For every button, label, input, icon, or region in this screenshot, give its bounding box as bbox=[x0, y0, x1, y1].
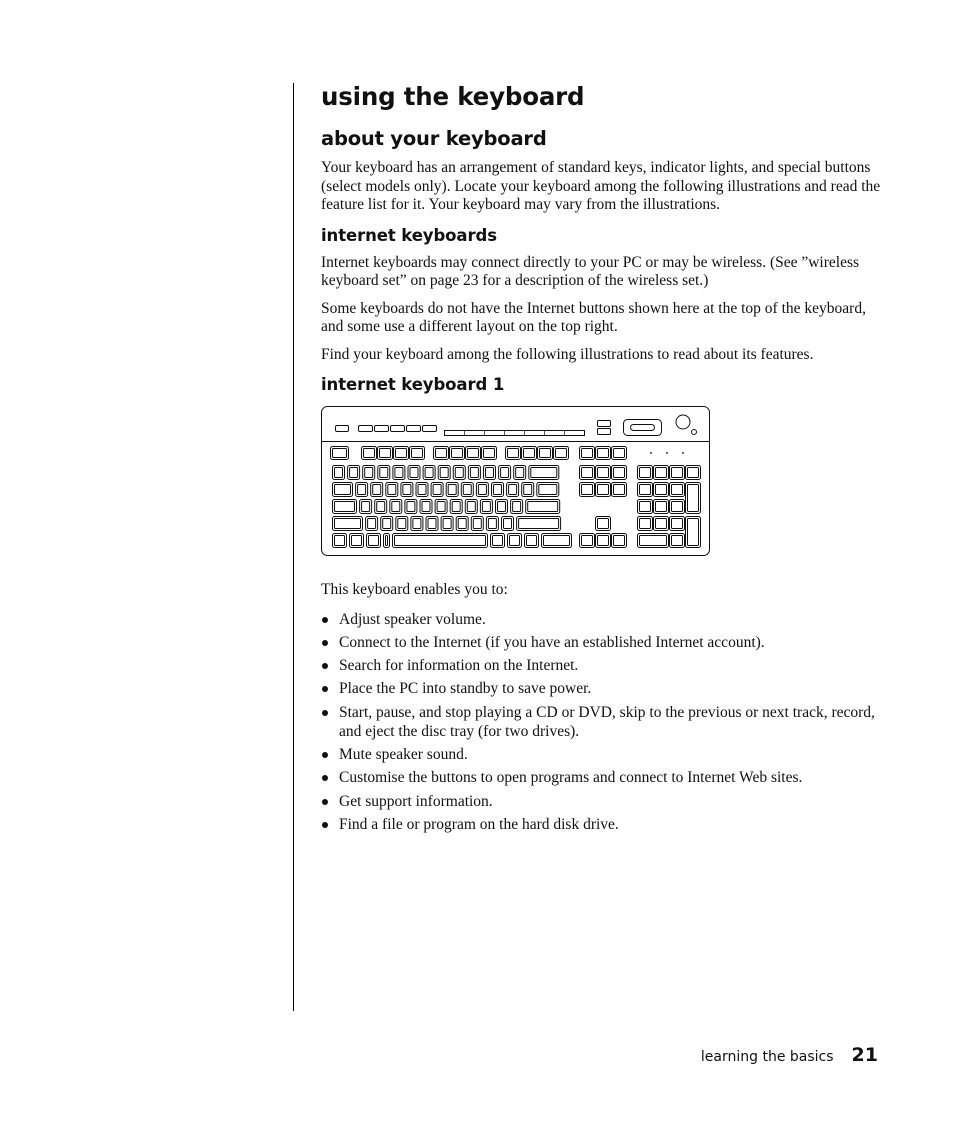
key-cap bbox=[335, 519, 361, 529]
key-cap bbox=[333, 449, 347, 458]
key-cap bbox=[410, 468, 418, 478]
about-keyboard-paragraph: Your keyboard has an arrangement of standard keys, indicator lights, and special buttons (select models only). Locate your keyboard among the following illustrations and read the feature list for it. Your keyboard may vary from the illustrations. bbox=[321, 159, 881, 213]
key-cap bbox=[436, 449, 447, 458]
key-cap bbox=[484, 449, 495, 458]
key-cap bbox=[527, 536, 537, 546]
volume-down-button bbox=[598, 429, 611, 435]
bullet-icon bbox=[322, 686, 328, 692]
key-cap bbox=[396, 449, 407, 458]
internet-button bbox=[407, 426, 421, 432]
volume-knob-icon bbox=[676, 415, 690, 429]
internet-button bbox=[375, 426, 389, 432]
page-footer bbox=[701, 1044, 878, 1066]
key-cap bbox=[672, 502, 683, 512]
key-cap bbox=[386, 536, 388, 546]
key-cap bbox=[493, 536, 503, 546]
key-cap bbox=[473, 519, 481, 529]
margin-rule bbox=[293, 83, 294, 1011]
key-cap bbox=[614, 485, 625, 495]
key-cap bbox=[458, 519, 466, 529]
key-cap bbox=[598, 519, 609, 529]
list-item bbox=[321, 610, 881, 629]
key-cap bbox=[688, 485, 699, 512]
bullet-icon bbox=[322, 752, 328, 758]
key-cap bbox=[640, 502, 651, 512]
key-cap bbox=[524, 449, 535, 458]
footer-section-label: learning the basics bbox=[700, 1049, 834, 1065]
key-cap bbox=[640, 485, 651, 495]
key-cap bbox=[582, 468, 593, 478]
bullet-icon bbox=[322, 617, 328, 623]
internet-button bbox=[359, 426, 373, 432]
key-cap bbox=[380, 468, 388, 478]
key-cap bbox=[478, 485, 486, 495]
list-item bbox=[321, 679, 881, 698]
key-cap bbox=[470, 468, 478, 478]
key-cap bbox=[422, 502, 430, 512]
key-cap bbox=[403, 485, 411, 495]
key-cap bbox=[407, 502, 415, 512]
list-item bbox=[321, 745, 881, 764]
internet-keyboards-heading: internet keyboards bbox=[321, 225, 497, 245]
list-item-text: Find a file or program on the hard disk drive. bbox=[339, 815, 619, 833]
bullet-icon bbox=[322, 710, 328, 716]
key-cap bbox=[395, 468, 403, 478]
volume-up-button bbox=[598, 421, 611, 427]
key-cap bbox=[598, 485, 609, 495]
internet-button bbox=[336, 426, 349, 432]
key-cap bbox=[388, 485, 396, 495]
list-item-text: Get support information. bbox=[339, 792, 493, 810]
list-item-text: Place the PC into standby to save power. bbox=[339, 680, 592, 698]
key-cap bbox=[656, 468, 667, 478]
key-cap bbox=[598, 449, 609, 458]
key-cap bbox=[437, 502, 445, 512]
key-cap bbox=[452, 449, 463, 458]
key-cap bbox=[688, 468, 699, 478]
keyboard-illustration bbox=[321, 406, 711, 558]
key-cap bbox=[486, 468, 494, 478]
key-cap bbox=[335, 536, 345, 546]
key-cap bbox=[516, 468, 524, 478]
bullet-icon bbox=[322, 640, 328, 646]
key-cap bbox=[463, 485, 471, 495]
key-cap bbox=[640, 468, 651, 478]
key-cap bbox=[398, 519, 406, 529]
list-item-text: Search for information on the Internet. bbox=[339, 657, 579, 675]
list-item-text: Adjust speaker volume. bbox=[339, 610, 486, 628]
list-item bbox=[321, 768, 881, 787]
key-cap bbox=[598, 468, 609, 478]
key-cap bbox=[510, 536, 520, 546]
feature-list bbox=[321, 610, 881, 834]
page-content bbox=[321, 80, 881, 838]
key-cap bbox=[598, 536, 609, 546]
bullet-icon bbox=[322, 663, 328, 669]
internet-button bbox=[423, 426, 437, 432]
key-cap bbox=[335, 502, 355, 512]
about-keyboard-heading: about your keyboard bbox=[321, 127, 547, 150]
key-cap bbox=[640, 519, 651, 529]
key-cap bbox=[508, 449, 519, 458]
key-cap bbox=[440, 468, 448, 478]
key-cap bbox=[369, 536, 379, 546]
indicator-light-icon bbox=[682, 452, 684, 454]
key-cap bbox=[392, 502, 400, 512]
key-cap bbox=[365, 468, 373, 478]
key-cap bbox=[688, 519, 699, 546]
key-cap bbox=[380, 449, 391, 458]
internet-keyboard-1-heading: internet keyboard 1 bbox=[321, 375, 505, 394]
key-cap bbox=[672, 536, 683, 546]
key-cap bbox=[656, 502, 667, 512]
indicator-light-icon bbox=[650, 452, 652, 454]
key-cap bbox=[383, 519, 391, 529]
bullet-icon bbox=[322, 822, 328, 828]
key-cap bbox=[640, 536, 667, 546]
key-cap bbox=[614, 468, 625, 478]
list-item-text: Start, pause, and stop playing a CD or DVD, skip to the previous or next track, record, and eject the disc tray (for two drives). bbox=[339, 703, 875, 740]
key-cap bbox=[498, 502, 506, 512]
key-cap bbox=[519, 519, 559, 529]
list-item-text: Customise the buttons to open programs and connect to Internet Web sites. bbox=[339, 769, 803, 787]
key-cap bbox=[513, 502, 521, 512]
key-cap bbox=[501, 468, 509, 478]
key-cap bbox=[494, 485, 502, 495]
key-cap bbox=[452, 502, 460, 512]
mute-button-icon bbox=[692, 430, 697, 435]
media-strip bbox=[445, 431, 585, 436]
list-item-text: Connect to the Internet (if you have an established Internet account). bbox=[339, 633, 765, 651]
key-cap bbox=[524, 485, 532, 495]
key-cap bbox=[335, 485, 351, 495]
key-cap bbox=[455, 468, 463, 478]
key-cap bbox=[504, 519, 512, 529]
key-cap bbox=[412, 449, 423, 458]
page-title: using the keyboard bbox=[321, 82, 585, 111]
key-cap bbox=[428, 519, 436, 529]
key-cap bbox=[467, 502, 475, 512]
key-cap bbox=[448, 485, 456, 495]
key-cap bbox=[373, 485, 381, 495]
key-cap bbox=[413, 519, 421, 529]
bullet-icon bbox=[322, 799, 328, 805]
internet-keyboards-paragraph: Internet keyboards may connect directly to your PC or may be wireless. (See ”wireless keyboard set” on page 23 for a description of the wireless set.) bbox=[321, 253, 860, 289]
key-cap bbox=[377, 502, 385, 512]
key-cap bbox=[352, 536, 362, 546]
key-cap bbox=[358, 485, 366, 495]
key-cap bbox=[656, 485, 667, 495]
key-cap bbox=[528, 502, 558, 512]
key-cap bbox=[395, 536, 486, 546]
key-cap bbox=[350, 468, 358, 478]
scroll-pad bbox=[624, 420, 662, 436]
key-cap bbox=[614, 536, 625, 546]
internet-keyboards-paragraph: Some keyboards do not have the Internet buttons shown here at the top of the keyboard, and some use a different layout on the top right. bbox=[321, 299, 866, 335]
key-cap bbox=[556, 449, 567, 458]
key-cap bbox=[672, 468, 683, 478]
key-cap bbox=[335, 468, 343, 478]
page-number: 21 bbox=[851, 1044, 878, 1066]
key-cap bbox=[362, 502, 370, 512]
key-cap bbox=[582, 485, 593, 495]
key-cap bbox=[433, 485, 441, 495]
key-cap bbox=[656, 519, 667, 529]
key-cap bbox=[672, 519, 683, 529]
bullet-icon bbox=[322, 775, 328, 781]
key-cap bbox=[582, 536, 593, 546]
key-cap bbox=[364, 449, 375, 458]
keyboard-intro: This keyboard enables you to: bbox=[321, 581, 508, 598]
key-cap bbox=[539, 485, 557, 495]
list-item bbox=[321, 703, 881, 741]
key-cap bbox=[509, 485, 517, 495]
key-cap bbox=[540, 449, 551, 458]
key-cap bbox=[368, 519, 376, 529]
list-item bbox=[321, 633, 881, 652]
key-cap bbox=[468, 449, 479, 458]
key-cap bbox=[488, 519, 496, 529]
key-cap bbox=[544, 536, 570, 546]
internet-button bbox=[391, 426, 405, 432]
list-item bbox=[321, 656, 881, 675]
indicator-light-icon bbox=[666, 452, 668, 454]
key-cap bbox=[531, 468, 557, 478]
key-cap bbox=[582, 449, 593, 458]
key-cap bbox=[672, 485, 683, 495]
scroll-pad-inner bbox=[631, 425, 655, 431]
key-cap bbox=[418, 485, 426, 495]
list-item bbox=[321, 815, 881, 834]
key-cap bbox=[425, 468, 433, 478]
internet-keyboards-paragraph: Find your keyboard among the following illustrations to read about its features. bbox=[321, 345, 814, 363]
list-item bbox=[321, 792, 881, 811]
key-cap bbox=[614, 449, 625, 458]
key-cap bbox=[443, 519, 451, 529]
key-cap bbox=[482, 502, 490, 512]
list-item-text: Mute speaker sound. bbox=[339, 745, 468, 763]
